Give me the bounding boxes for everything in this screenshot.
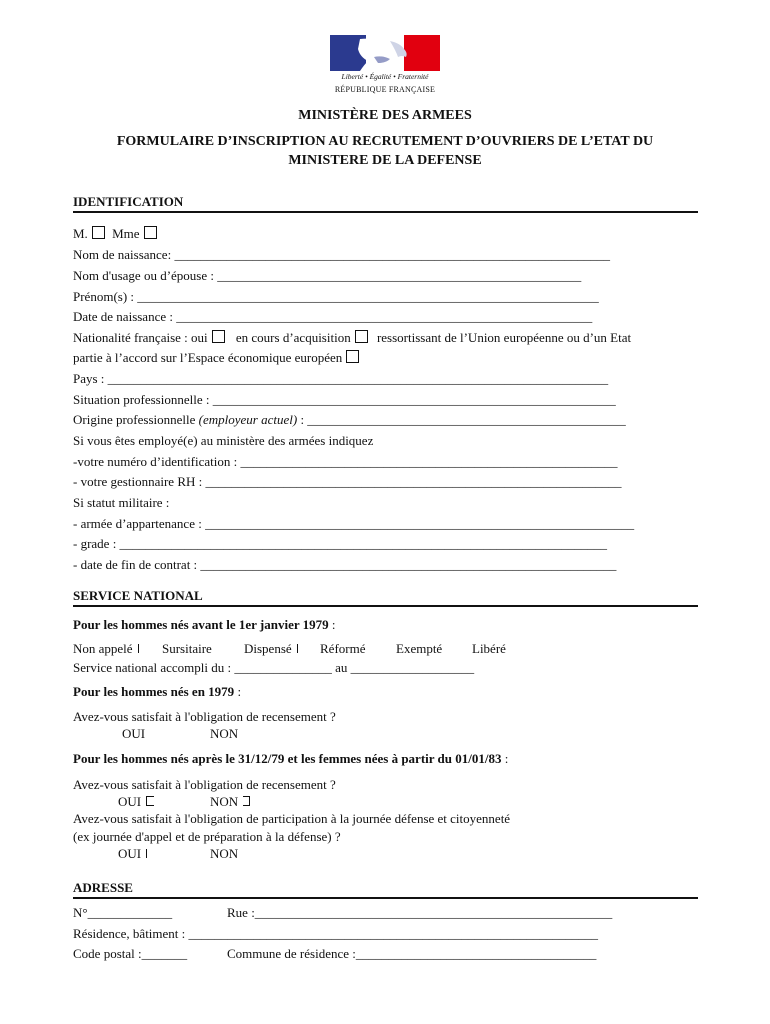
civility-row bbox=[73, 226, 157, 242]
code-postal-field[interactable]: Code postal :_______ bbox=[73, 946, 188, 961]
dispense-option[interactable] bbox=[244, 641, 303, 657]
armee-field[interactable]: - armée d’appartenance : __________________________________________________________________ bbox=[73, 516, 635, 531]
ressortissant-label: ressortissant de l’Union européenne ou d’un Etat bbox=[376, 330, 632, 345]
dispense-label: Dispensé bbox=[244, 641, 292, 656]
recensement-2-oui-option[interactable] bbox=[118, 794, 154, 810]
civility-m-label: M. bbox=[73, 226, 88, 241]
sursitaire-label[interactable]: Sursitaire bbox=[162, 641, 212, 656]
marianne-logo bbox=[330, 35, 440, 97]
recensement-2-non-option[interactable] bbox=[210, 794, 250, 810]
reforme-label[interactable]: Réformé bbox=[320, 641, 366, 656]
en1979-suffix: : bbox=[234, 684, 242, 699]
service-accompli-field[interactable]: Service national accompli du : _______________ au ___________________ bbox=[73, 660, 475, 675]
libere-label[interactable]: Libéré bbox=[472, 641, 506, 656]
recensement-2-non: NON bbox=[210, 794, 239, 809]
section-service-national-heading: SERVICE NATIONAL bbox=[73, 588, 203, 603]
avant1979-bold: Pour les hommes nés avant le 1er janvier 1979 bbox=[73, 617, 329, 632]
prenom-field[interactable]: Prénom(s) : _______________________________________________________________________ bbox=[73, 289, 599, 304]
non-appele-checkbox[interactable] bbox=[138, 644, 139, 653]
nationalite-row bbox=[73, 330, 631, 346]
apres-bold: Pour les hommes nés après le 31/12/79 et les femmes nées à partir du 01/01/83 bbox=[73, 751, 502, 766]
republic-text: RÉPUBLIQUE FRANÇAISE bbox=[334, 85, 436, 94]
civility-m-checkbox[interactable] bbox=[92, 226, 105, 239]
jdc-question-line2: (ex journée d'appel et de préparation à la défense) ? bbox=[73, 829, 341, 844]
motto-text: Liberté • Égalité • Fraternité bbox=[341, 72, 429, 81]
jdc-oui: OUI bbox=[118, 846, 142, 861]
marianne-flag-icon bbox=[330, 35, 440, 71]
dispense-checkbox[interactable] bbox=[297, 644, 298, 653]
jdc-oui-option[interactable] bbox=[118, 846, 152, 862]
ressortissant-checkbox[interactable] bbox=[346, 350, 359, 363]
section-divider bbox=[73, 605, 698, 607]
origine-label: Origine professionnelle bbox=[73, 412, 196, 427]
apres-heading bbox=[73, 751, 508, 767]
recensement-1-non[interactable]: NON bbox=[210, 726, 239, 741]
rue-field[interactable]: Rue :_______________________________________________________ bbox=[227, 905, 613, 920]
numero-id-field[interactable]: -votre numéro d’identification : __________________________________________________________ bbox=[73, 454, 618, 469]
form-title-line1: FORMULAIRE D’INSCRIPTION AU RECRUTEMENT D’OUVRIERS DE L’ETAT DU bbox=[116, 134, 654, 149]
situation-field[interactable]: Situation professionnelle : ______________________________________________________________ bbox=[73, 392, 616, 407]
date-fin-field[interactable]: - date de fin de contrat : ________________________________________________________________ bbox=[73, 557, 617, 572]
avant1979-heading bbox=[73, 617, 336, 633]
date-naissance-field[interactable]: Date de naissance : ________________________________________________________________ bbox=[73, 309, 593, 324]
en-cours-label: en cours d’acquisition bbox=[235, 330, 351, 345]
jdc-question-line1: Avez-vous satisfait à l'obligation de participation à la journée défense et citoyenneté bbox=[73, 811, 511, 826]
nom-naissance-field[interactable]: Nom de naissance: ___________________________________________________________________ bbox=[73, 247, 610, 262]
partie-accord-label: partie à l’accord sur l’Espace économique européen bbox=[73, 350, 343, 365]
nationalite-oui-checkbox[interactable] bbox=[212, 330, 225, 343]
recensement-2-oui: OUI bbox=[118, 794, 142, 809]
residence-field[interactable]: Résidence, bâtiment : _______________________________________________________________ bbox=[73, 926, 599, 941]
recensement-question-1: Avez-vous satisfait à l'obligation de recensement ? bbox=[73, 709, 336, 724]
recensement-2-non-checkbox[interactable] bbox=[243, 796, 250, 806]
nationalite-label: Nationalité française : oui bbox=[73, 330, 208, 345]
section-adresse-heading: ADRESSE bbox=[73, 880, 133, 895]
section-divider bbox=[73, 897, 698, 899]
numero-field[interactable]: N°_____________ bbox=[73, 905, 173, 920]
recensement-question-2: Avez-vous satisfait à l'obligation de recensement ? bbox=[73, 777, 336, 792]
pays-field[interactable]: Pays : _____________________________________________________________________________ bbox=[73, 371, 609, 386]
en1979-heading bbox=[73, 684, 241, 700]
recensement-1-oui[interactable]: OUI bbox=[122, 726, 146, 741]
nom-usage-field[interactable]: Nom d'usage ou d’épouse : ________________________________________________________ bbox=[73, 268, 582, 283]
civility-mme-label: Mme bbox=[112, 226, 140, 241]
jdc-non[interactable]: NON bbox=[210, 846, 239, 861]
non-appele-option[interactable] bbox=[73, 641, 144, 657]
en-cours-checkbox[interactable] bbox=[355, 330, 368, 343]
exempte-label[interactable]: Exempté bbox=[396, 641, 443, 656]
origine-row[interactable] bbox=[73, 412, 626, 428]
non-appele-label: Non appelé bbox=[73, 641, 133, 656]
statut-militaire-text: Si statut militaire : bbox=[73, 495, 170, 510]
ministry-title: MINISTÈRE DES ARMEES bbox=[298, 108, 472, 123]
origine-line: : _________________________________________________ bbox=[300, 412, 626, 427]
civility-mme-checkbox[interactable] bbox=[144, 226, 157, 239]
section-divider bbox=[73, 211, 698, 213]
gestionnaire-field[interactable]: - votre gestionnaire RH : ________________________________________________________________ bbox=[73, 474, 622, 489]
partie-accord-row bbox=[73, 350, 359, 366]
origine-italic: (employeur actuel) bbox=[198, 412, 298, 427]
apres-suffix: : bbox=[501, 751, 509, 766]
commune-field[interactable]: Commune de résidence :_____________________________________ bbox=[227, 946, 597, 961]
employe-text: Si vous êtes employé(e) au ministère des armées indiquez bbox=[73, 433, 374, 448]
form-title-line2: MINISTERE DE LA DEFENSE bbox=[288, 153, 482, 168]
section-identification-heading: IDENTIFICATION bbox=[73, 194, 184, 209]
avant1979-suffix: : bbox=[328, 617, 336, 632]
en1979-bold: Pour les hommes nés en 1979 bbox=[73, 684, 235, 699]
jdc-oui-checkbox[interactable] bbox=[146, 849, 147, 858]
recensement-2-oui-checkbox[interactable] bbox=[146, 796, 154, 806]
grade-field[interactable]: - grade : ___________________________________________________________________________ bbox=[73, 536, 608, 551]
